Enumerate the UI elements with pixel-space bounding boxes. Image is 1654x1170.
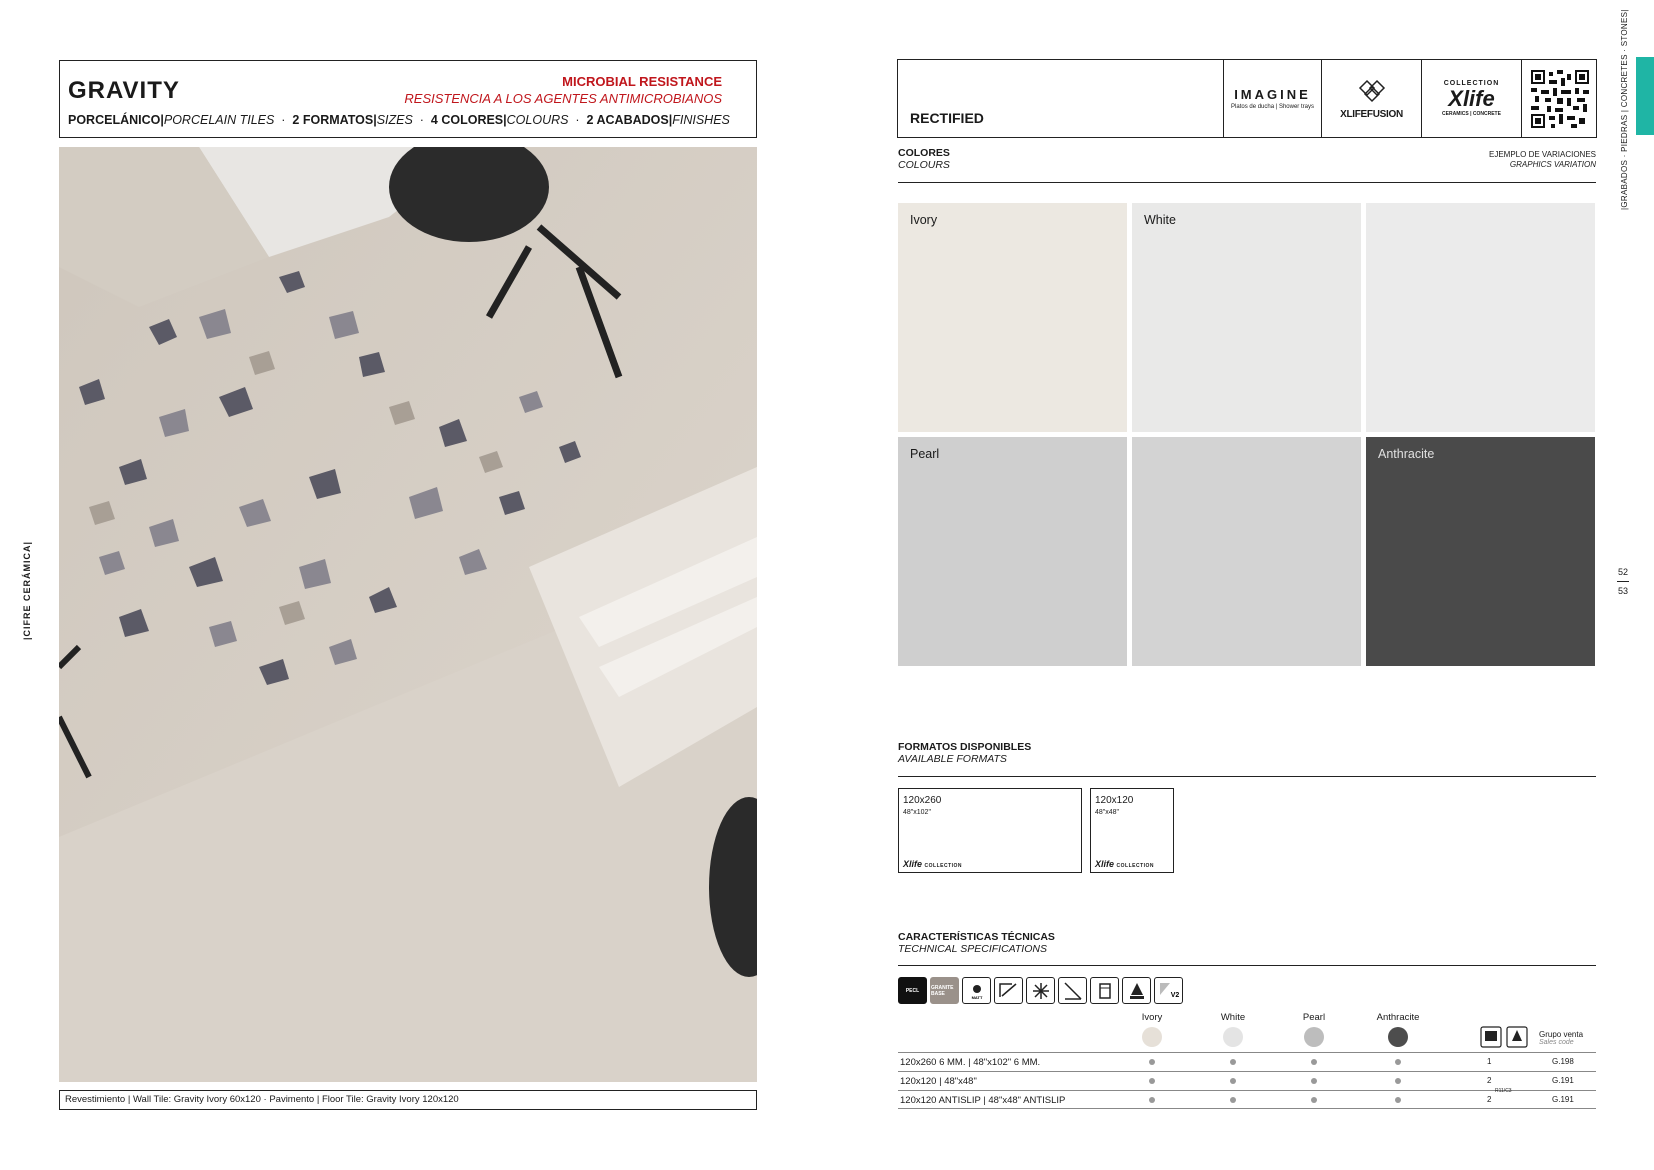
tecnicas-subtitle: TECHNICAL SPECIFICATIONS (898, 943, 1047, 955)
table-row: 120x120 | 48"x48" 2 G.191 (898, 1071, 1596, 1090)
slip-icon (1058, 977, 1087, 1004)
rectified-label: RECTIFIED (910, 110, 984, 126)
svg-text:V2: V2 (1170, 991, 1179, 999)
colores-rule (898, 182, 1596, 183)
page-numbers (1612, 567, 1634, 596)
rectified-icon (994, 977, 1023, 1004)
tecnicas-title: CARACTERÍSTICAS TÉCNICAS (898, 931, 1055, 943)
table-row: 120x120 ANTISLIP | 48"x48" ANTISLIP 2 R11/C3 G.191 (898, 1090, 1596, 1109)
microbial-label-es: RESISTENCIA A LOS AGENTES ANTIMICROBIANOS (404, 91, 722, 106)
antislip-icon (1122, 977, 1151, 1004)
frost-icon (1026, 977, 1055, 1004)
format-120x260[interactable]: 120x260 48"x102" Xlife COLLECTION (898, 788, 1082, 873)
pecl-icon: PECL (898, 977, 927, 1004)
terrazzo-floor-illustration (59, 147, 757, 1082)
collection-specs: PORCELÁNICO|PORCELAIN TILES · 2 FORMATOS|SIZES · 4 COLORES|COLOURS · 2 ACABADOS|FINISHES (68, 113, 730, 127)
page-number-right: 53 (1617, 586, 1628, 596)
col-anthracite: Anthracite (1376, 1012, 1420, 1023)
colores-subtitle: COLOURS (898, 159, 950, 171)
variation-v2-icon (1154, 977, 1183, 1004)
ivory-colour-dot (1142, 1027, 1162, 1047)
col-pearl: Pearl (1302, 1012, 1326, 1023)
swatch-pearl[interactable]: Pearl (898, 437, 1127, 666)
wall-icon (1090, 977, 1119, 1004)
anthracite-colour-dot (1388, 1027, 1408, 1047)
box-pieces-icon (1480, 1026, 1502, 1048)
ambience-photo (59, 147, 757, 1082)
collection-header (59, 60, 757, 138)
xlifefusion-logo: XLIFEFUSION (1321, 60, 1421, 137)
white-colour-dot (1223, 1027, 1243, 1047)
swatch-white-variation[interactable] (1366, 203, 1595, 432)
swatch-pearl-variation[interactable] (1132, 437, 1361, 666)
microbial-label-en: MICROBIAL RESISTANCE (562, 74, 722, 89)
graphics-variation-note: EJEMPLO DE VARIACIONES GRAPHICS VARIATION (1489, 150, 1596, 169)
photo-caption: Revestimiento | Wall Tile: Gravity Ivory 60x120 · Pavimento | Floor Tile: Gravity Ivory 120x120 (59, 1090, 757, 1110)
pearl-colour-dot (1304, 1027, 1324, 1047)
right-header (897, 59, 1597, 138)
fusion-diamond-icon (1358, 77, 1386, 105)
tecnicas-rule (898, 965, 1596, 966)
grupo-venta-label: Grupo venta (1539, 1030, 1584, 1039)
col-ivory: Ivory (1141, 1012, 1163, 1023)
granite-base-icon: GRANITE BASE (930, 977, 959, 1004)
antislip-class-icon (1506, 1026, 1528, 1048)
collection-title: GRAVITY (68, 77, 180, 104)
format-120x120[interactable]: 120x120 48"x48" Xlife COLLECTION (1090, 788, 1174, 873)
swatch-white[interactable]: White (1132, 203, 1361, 432)
section-tab (1636, 57, 1654, 135)
xlife-collection-logo: COLLECTION Xlife CERAMICS | CONCRETE (1421, 60, 1521, 137)
sales-code-label: Sales code (1539, 1039, 1574, 1046)
qr-code[interactable] (1521, 60, 1597, 137)
page-number-left: 52 (1617, 567, 1628, 577)
xlife-badge: Xlife COLLECTION (903, 859, 963, 869)
brand-side-label: |CIFRE CERÁMICA| (22, 540, 32, 640)
table-row: 120x260 6 MM. | 48"x102" 6 MM. 1 G.198 (898, 1052, 1596, 1071)
formatos-rule (898, 776, 1596, 777)
formatos-title: FORMATOS DISPONIBLES (898, 741, 1032, 753)
col-white: White (1220, 1012, 1246, 1023)
imagine-logo: IMAGINE Platos de ducha | Shower trays (1223, 60, 1321, 137)
technical-icons (898, 977, 1183, 1004)
xlife-badge: Xlife COLLECTION (1095, 859, 1155, 869)
swatch-ivory[interactable]: Ivory (898, 203, 1127, 432)
formatos-subtitle: AVAILABLE FORMATS (898, 753, 1007, 765)
swatch-anthracite[interactable]: Anthracite (1366, 437, 1595, 666)
svg-text:MATT: MATT (971, 994, 982, 1000)
colour-swatches (898, 203, 1596, 666)
category-side-label: |GRABADOS · PIEDRAS | CONCRETES · STONES| (1620, 9, 1629, 210)
qr-code-icon (1531, 70, 1589, 128)
matt-icon (962, 977, 991, 1004)
colores-title: COLORES (898, 147, 950, 159)
